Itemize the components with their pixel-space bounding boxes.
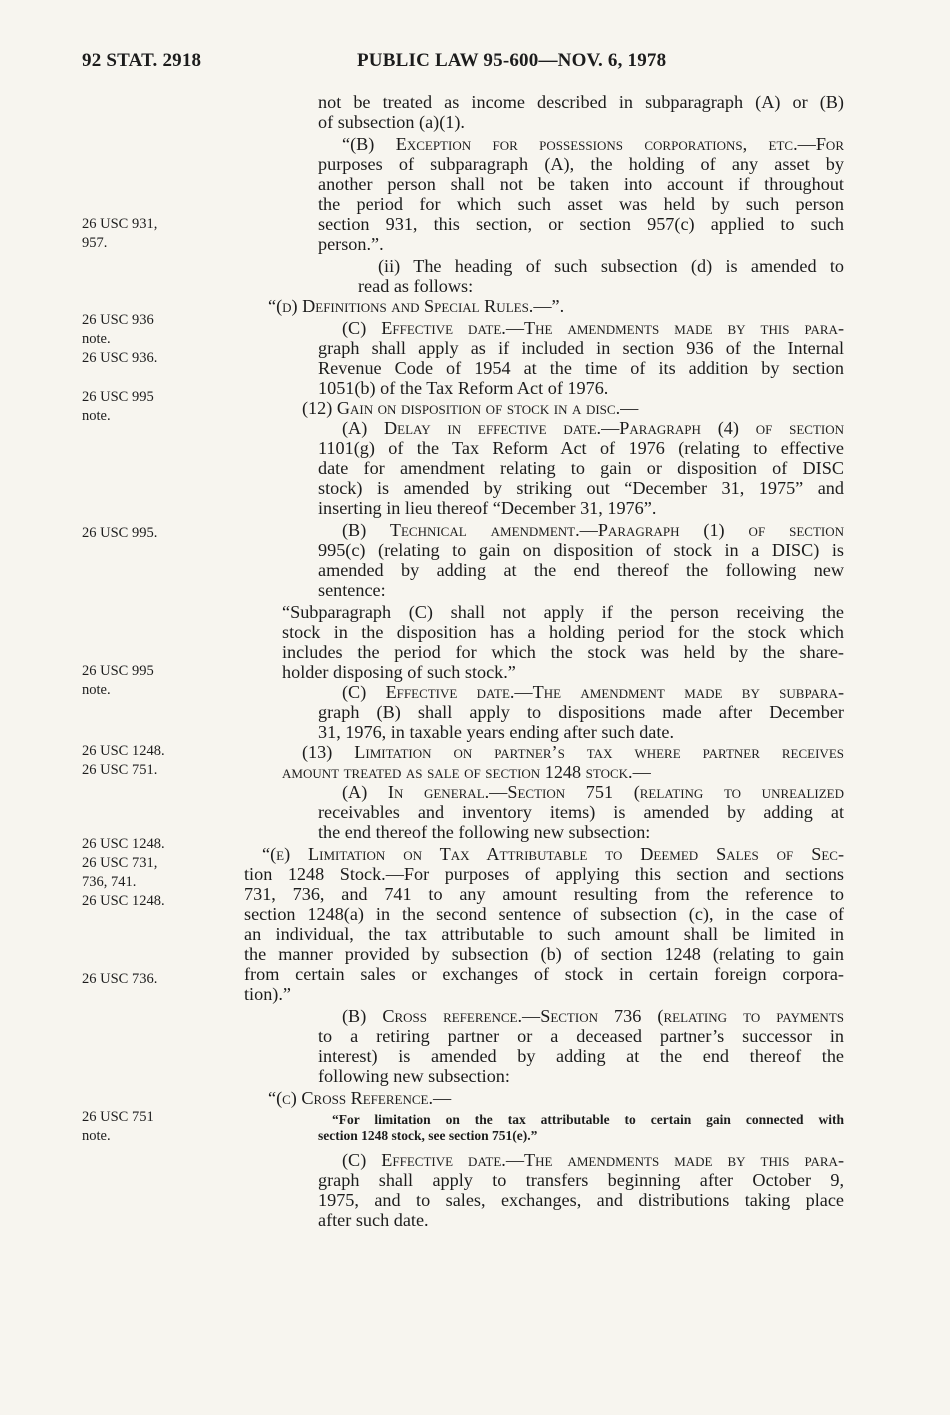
body-line: following new subsection: [318, 1066, 510, 1086]
body-line: (B) Technical amendment.—Paragraph (1) of section [342, 520, 844, 540]
body-line: receivables and inventory items) is amended by adding at [318, 802, 844, 822]
body-line: (12) Gain on disposition of stock in a disc.— [302, 398, 639, 418]
margin-citation: 26 USC 995 note. [82, 663, 154, 698]
body-line: stock in the disposition has a holding period for the stock which [282, 622, 844, 642]
cross-reference-note: “For limitation on the tax attributable to certain gain connected with [332, 1112, 844, 1127]
body-line: date for amendment relating to gain or disposition of DISC [318, 458, 844, 478]
body-line: holder disposing of such stock.” [282, 662, 516, 682]
body-line: amended by adding at the end thereof the following new [318, 560, 844, 580]
body-line: (A) In general.—Section 751 (relating to unrealized [342, 782, 844, 802]
body-line: graph shall apply as if included in section 936 of the Internal [318, 338, 844, 358]
body-line: amount treated as sale of section 1248 stock.— [282, 762, 651, 782]
margin-citation: 26 USC 936 note. 26 USC 936. [82, 312, 158, 366]
body-line: the period for which such asset was held by such person [318, 194, 844, 214]
body-line: “(e) Limitation on Tax Attributable to Deemed Sales of Sec- [262, 844, 844, 864]
body-line: section 931, this section, or section 957(c) applied to such [318, 214, 844, 234]
body-line: purposes of subparagraph (A), the holding of any asset by [318, 154, 844, 174]
body-line: 731, 736, and 741 to any amount resulting from the reference to [244, 884, 844, 904]
margin-citation: 26 USC 931, 957. [82, 216, 158, 251]
body-line: “Subparagraph (C) shall not apply if the person receiving the [282, 602, 844, 622]
body-line: (C) Effective date.—The amendment made by subpara- [342, 682, 844, 702]
body-line: not be treated as income described in subparagraph (A) or (B) [318, 92, 844, 112]
stat-page-number: 92 STAT. 2918 [82, 50, 202, 71]
body-line: another person shall not be taken into account if throughout [318, 174, 844, 194]
margin-citation: 26 USC 1248. 26 USC 751. [82, 743, 165, 778]
body-line: includes the period for which the stock was held by the share- [282, 642, 844, 662]
body-line: inserting in lieu thereof “December 31, 1976”. [318, 498, 657, 518]
body-line: tion 1248 Stock.—For purposes of applying this section and sections [244, 864, 844, 884]
body-line: (B) Cross reference.—Section 736 (relating to payments [342, 1006, 844, 1026]
body-line: (A) Delay in effective date.—Paragraph (4) of section [342, 418, 844, 438]
cross-reference-note: section 1248 stock, see section 751(e).” [318, 1128, 538, 1143]
body-line: 1975, and to sales, exchanges, and distributions taking place [318, 1190, 844, 1210]
body-line: 995(c) (relating to gain on disposition of stock in a DISC) is [318, 540, 844, 560]
body-line: stock) is amended by striking out “December 31, 1975” and [318, 478, 844, 498]
body-line: “(c) Cross Reference.— [268, 1088, 452, 1108]
body-line: graph (B) shall apply to dispositions made after December [318, 702, 844, 722]
body-line: from certain sales or exchanges of stock in certain foreign corpora- [244, 964, 844, 984]
public-law-header: PUBLIC LAW 95-600—NOV. 6, 1978 [357, 50, 667, 71]
margin-citation: 26 USC 751 note. [82, 1109, 154, 1144]
body-line: of subsection (a)(1). [318, 112, 465, 132]
body-line: graph shall apply to transfers beginning after October 9, [318, 1170, 844, 1190]
body-line: to a retiring partner or a deceased partner’s successor in [318, 1026, 844, 1046]
body-line: (C) Effective date.—The amendments made by this para- [342, 318, 844, 338]
body-line: “(B) Exception for possessions corporations, etc.—For [342, 134, 844, 154]
body-line: sentence: [318, 580, 386, 600]
body-line: person.”. [318, 234, 384, 254]
body-line: (C) Effective date.—The amendments made by this para- [342, 1150, 844, 1170]
margin-citation: 26 USC 995. [82, 525, 158, 541]
body-line: 31, 1976, in taxable years ending after such date. [318, 722, 675, 742]
margin-citation: 26 USC 736. [82, 971, 158, 987]
body-line: (ii) The heading of such subsection (d) is amended to [378, 256, 844, 276]
body-line: the end thereof the following new subsection: [318, 822, 651, 842]
body-line: 1101(g) of the Tax Reform Act of 1976 (relating to effective [318, 438, 844, 458]
body-line: tion).” [244, 984, 291, 1004]
body-line: section 1248(a) in the second sentence of subsection (c), in the case of [244, 904, 844, 924]
margin-citation: 26 USC 1248. 26 USC 731, 736, 741. 26 USC 1248. [82, 836, 165, 909]
body-line: an individual, the tax attributable to such amount shall be limited in [244, 924, 844, 944]
margin-citation: 26 USC 995 note. [82, 389, 154, 424]
body-line: after such date. [318, 1210, 429, 1230]
body-line: “(d) Definitions and Special Rules.—”. [268, 296, 565, 316]
body-line: 1051(b) of the Tax Reform Act of 1976. [318, 378, 609, 398]
body-line: the manner provided by subsection (b) of section 1248 (relating to gain [244, 944, 844, 964]
body-line: read as follows: [358, 276, 474, 296]
body-line: Revenue Code of 1954 at the time of its addition by section [318, 358, 844, 378]
body-line: interest) is amended by adding at the end thereof the [318, 1046, 844, 1066]
body-line: (13) Limitation on partner’s tax where partner receives [302, 742, 844, 762]
